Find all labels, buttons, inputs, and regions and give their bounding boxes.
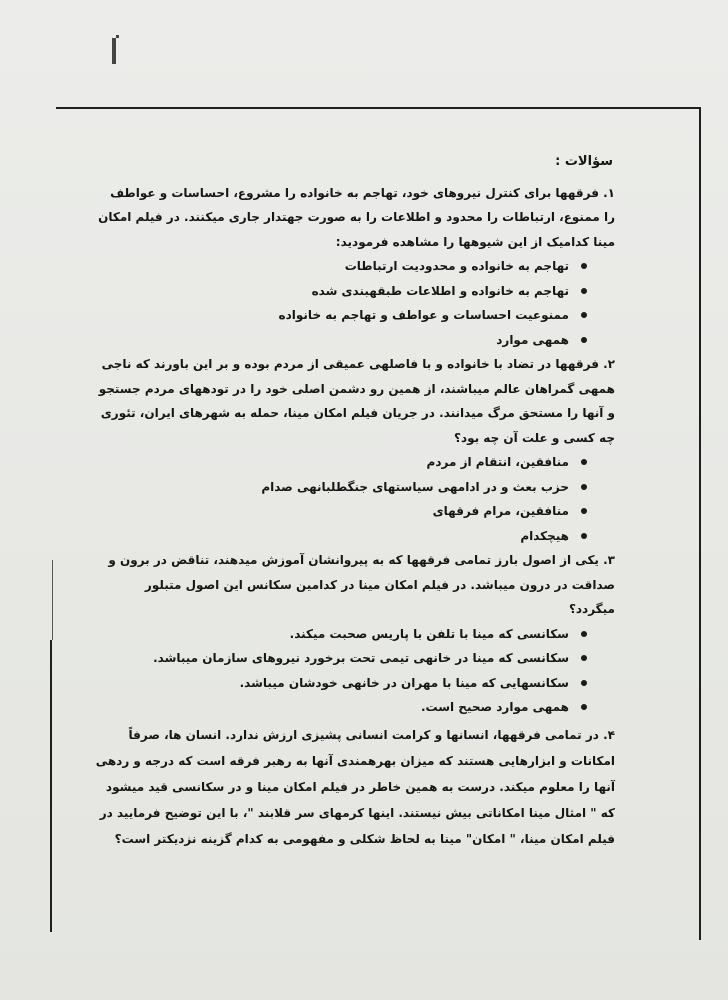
option-item: [95, 622, 587, 647]
option-text: تهاجم به خانواده و اطلاعات طبقهبندی شده: [311, 283, 569, 298]
option-item: [95, 279, 587, 304]
option-text: همهی موارد: [496, 332, 569, 347]
page-border-right: [699, 107, 701, 940]
bullet-icon: [581, 337, 587, 343]
options-list: [95, 622, 615, 720]
question-text: ۴. در تمامی فرقهها، انسانها و کرامت انسانی پشیزی ارزش ندارد. انسان ها، صرفاً امکانات و ابزارهایی هستند که میزان بهرهمندی آنها به رهبر فرقه است که درجه و ردهی آنها را معلوم میکند. درست به همین خاطر در فیلم امکان مینا و در سکانسی قید میشود که " امثال مینا امکاناتی بیش نیستند. اینها کرمهای سر قلابند "، با این توضیح فرمایید در فیلم امکان مینا، " امکان" مینا به لحاظ شکلی و مفهومی به کدام گزینه نزدیکتر است؟: [95, 727, 615, 846]
option-item: [95, 695, 587, 720]
scan-mark: [112, 38, 116, 64]
bullet-icon: [581, 508, 587, 514]
question-text: ۱. فرقهها برای کنترل نیروهای خود، تهاجم به خانواده را مشروع، احساسات و عواطف را ممنوع، ارتباطات را محدود و اطلاعات را به صورت جهتدار جاری میکنند. در فیلم امکان مینا کدامیک از این شیوهها را مشاهده فرمودید:: [98, 185, 615, 249]
bullet-icon: [581, 533, 587, 539]
bullet-icon: [581, 631, 587, 637]
option-item: [95, 524, 587, 549]
question-3: [95, 548, 615, 720]
options-list: [95, 254, 615, 352]
option-text: تهاجم به خانواده و محدودیت ارتباطات: [344, 259, 569, 273]
option-text: سکانسهایی که مینا با مهران در خانهی خودشان میباشد.: [239, 675, 569, 690]
questions-content: [95, 150, 615, 852]
question-2: [95, 352, 615, 548]
option-item: [95, 450, 587, 475]
bullet-icon: [581, 680, 587, 686]
question-text: ۳. یکی از اصول بارز تمامی فرقهها که به پیروانشان آموزش میدهند، تناقض در برون و صداقت در درون میباشد. در فیلم امکان مینا در کدامین سکانس این اصول متبلور میگردد؟: [108, 553, 615, 616]
page-border-left-faint: [52, 560, 53, 640]
option-text: سکانسی که مینا در خانهی تیمی تحت برخورد نیروهای سازمان میباشد.: [153, 651, 569, 665]
option-item: [95, 254, 587, 279]
option-text: سکانسی که مینا با تلفن با پاریس صحبت میکند.: [289, 626, 569, 641]
option-text: هیچکدام: [520, 528, 569, 543]
option-text: حزب بعث و در ادامهی سیاستهای جنگطلبانهی صدام: [261, 479, 569, 494]
option-item: [95, 475, 587, 500]
bullet-icon: [581, 655, 587, 661]
option-text: منافقین، انتقام از مردم: [426, 455, 569, 469]
options-list: [95, 450, 615, 548]
question-1: [95, 181, 615, 353]
bullet-icon: [581, 459, 587, 465]
scan-dot: [116, 35, 119, 38]
bullet-icon: [581, 263, 587, 269]
option-item: [95, 671, 587, 696]
bullet-icon: [581, 484, 587, 490]
page-border-top: [56, 107, 700, 109]
option-text: منافقین، مرام فرقهای: [432, 504, 569, 518]
page-border-left: [50, 640, 52, 932]
option-text: همهی موارد صحیح است.: [420, 700, 569, 714]
option-item: [95, 303, 587, 328]
bullet-icon: [581, 312, 587, 318]
question-text: ۲. فرقهها در تضاد با خانواده و با فاصلهی عمیقی از مردم بوده و بر این باورند که ناجی همهی گمراهان عالم میباشند، از همین رو دشمن اصلی خود را در تودههای مردم جستجو و آنها را مستحق مرگ میدانند. در جریان فیلم امکان مینا، حمله به شهرهای ایران، تئوری چه کسی و علت آن چه بود؟: [98, 357, 615, 445]
option-item: [95, 499, 587, 524]
bullet-icon: [581, 704, 587, 710]
bullet-icon: [581, 288, 587, 294]
option-item: [95, 328, 587, 353]
option-item: [95, 646, 587, 671]
page-title: سؤالات :: [555, 154, 613, 169]
question-4: [95, 722, 615, 852]
option-text: ممنوعیت احساسات و عواطف و تهاجم به خانواده: [278, 308, 569, 322]
